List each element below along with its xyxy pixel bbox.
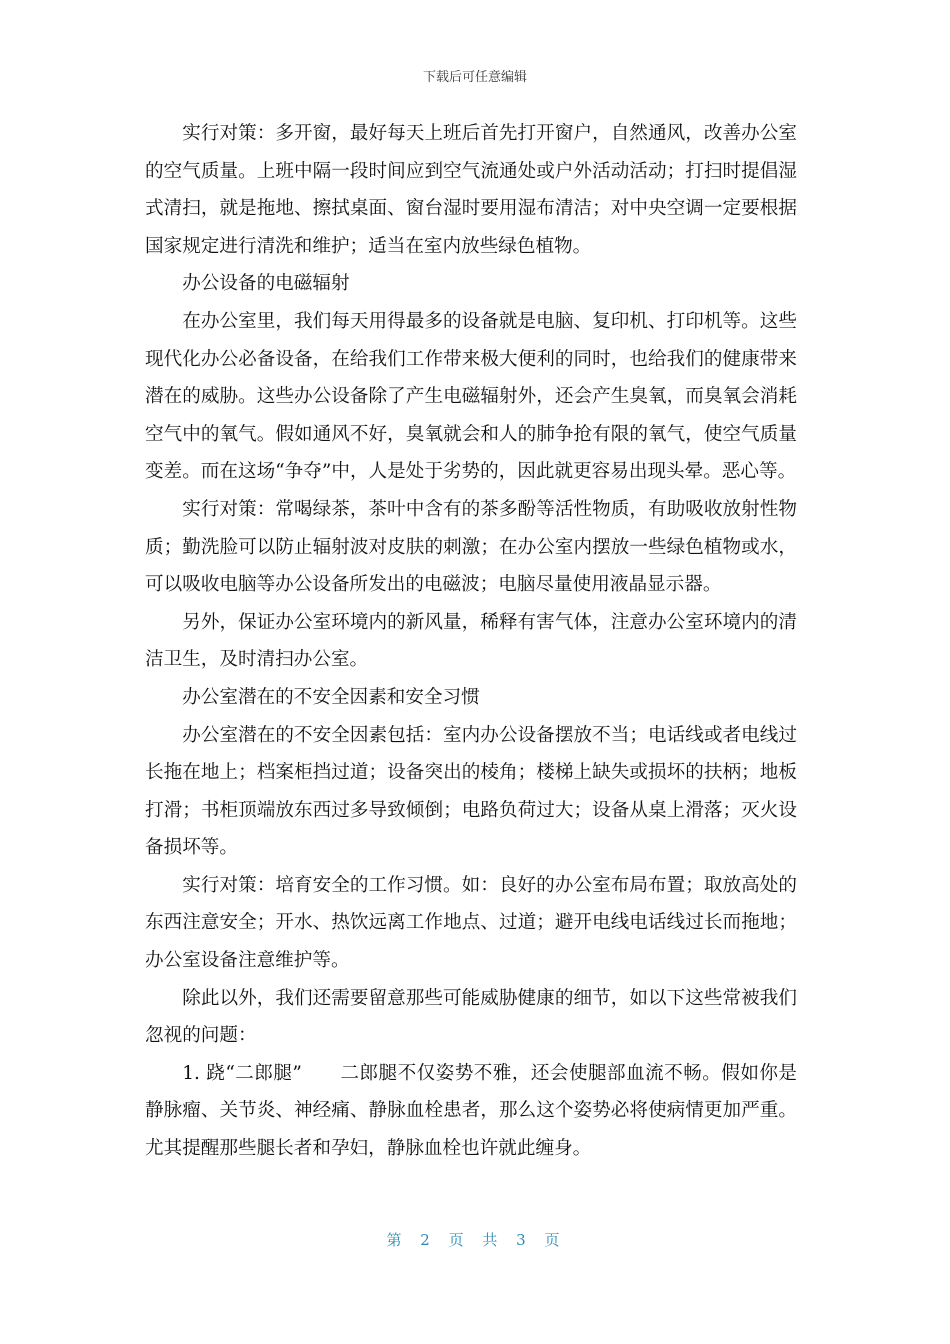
paragraph-radiation-countermeasure: 实行对策：常喝绿茶，茶叶中含有的茶多酚等活性物质，有助吸收放射性物质；勤洗脸可以防止辐射波对皮肤的刺激；在办公室内摆放一些绿色植物或水，可以吸收电脑等办公设备所发出的电磁波；电脑尽量使用液晶显示器。 <box>145 498 797 596</box>
paragraph-crossed-legs: 1. 跷“二郎腿” 二郎腿不仅姿势不雅，还会使腿部血流不畅。假如你是静脉瘤、关节炎、神经痛、静脉血栓患者，那么这个姿势必将使病情更加严重。尤其提醒那些腿长者和孕妇，静脉血栓也许就此缠身。 <box>145 1062 797 1160</box>
paragraph-safety-countermeasure: 实行对策：培育安全的工作习惯。如：良好的办公室布局布置；取放高处的东西注意安全；开水、热饮远离工作地点、过道；避开电线电话线过长而拖地；办公室设备注意维护等。 <box>145 874 797 972</box>
paragraph-ventilation-countermeasure: 实行对策：多开窗，最好每天上班后首先打开窗户，自然通风，改善办公室的空气质量。上班中隔一段时间应到空气流通处或户外活动活动；打扫时提倡湿式清扫，就是拖地、擦拭桌面、窗台湿时要用湿布清洁；对中央空调一定要根据国家规定进行清洗和维护；适当在室内放些绿色植物。 <box>145 123 797 257</box>
page-footer: 第 2 页 共 3 页 <box>386 1231 564 1249</box>
section-heading-electromagnetic-radiation: 办公设备的电磁辐射 <box>182 273 350 295</box>
page-header: 下载后可任意编辑 <box>422 70 527 85</box>
paragraph-office-equipment: 在办公室里，我们每天用得最多的设备就是电脑、复印机、打印机等。这些现代化办公必备设备，在给我们工作带来极大便利的同时，也给我们的健康带来潜在的威胁。这些办公设备除了产生电磁辐射外，还会产生臭氧，而臭氧会消耗空气中的氧气。假如通风不好，臭氧就会和人的肺争抢有限的氧气，使空气质量变差。而在这场“争夺”中，人是处于劣势的，因此就更容易出现头晕。恶心等。 <box>145 310 797 483</box>
section-heading-safety: 办公室潜在的不安全因素和安全习惯 <box>182 686 480 708</box>
paragraph-health-details: 除此以外，我们还需要留意那些可能威胁健康的细节，如以下这些常被我们忽视的问题： <box>145 987 797 1047</box>
paragraph-fresh-air: 另外，保证办公室环境内的新风量，稀释有害气体，注意办公室环境内的清洁卫生，及时清扫办公室。 <box>145 611 797 671</box>
document-body <box>145 115 797 1168</box>
paragraph-unsafe-factors: 办公室潜在的不安全因素包括：室内办公设备摆放不当；电话线或者电线过长拖在地上；档案柜挡过道；设备突出的棱角；楼梯上缺失或损坏的扶柄；地板打滑；书柜顶端放东西过多导致倾倒；电路负荷过大；设备从桌上滑落；灭火设备损坏等。 <box>145 724 797 859</box>
